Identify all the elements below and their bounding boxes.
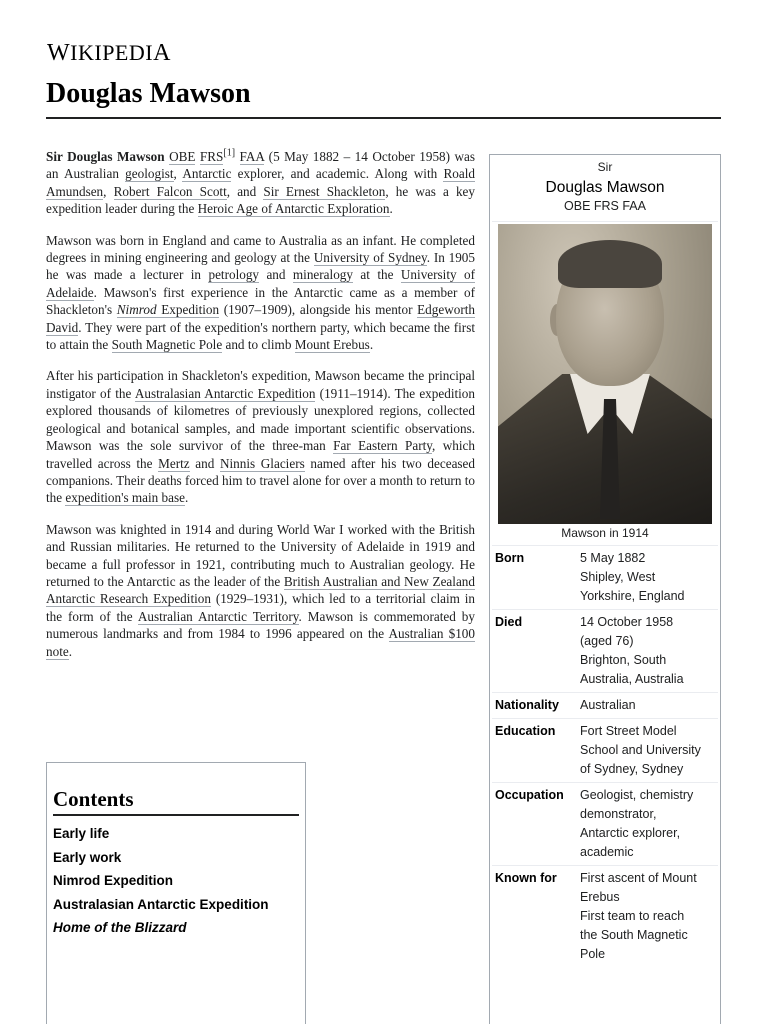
page-title: Douglas Mawson bbox=[46, 78, 251, 109]
link-frs[interactable]: FRS bbox=[199, 149, 224, 164]
link-mount-erebus[interactable]: Mount Erebus bbox=[294, 337, 370, 353]
link-university-of-adelaide[interactable]: University of Adelaide bbox=[46, 267, 475, 300]
photo-caption: Mawson in 1914 bbox=[561, 526, 649, 540]
photo-hair-shape bbox=[558, 240, 662, 288]
link-south-magnetic-pole[interactable]: South Magnetic Pole bbox=[111, 337, 223, 353]
infobox-postnominals: OBE FRS FAA bbox=[564, 199, 646, 213]
toc-item-nimrod-expedition[interactable]: Nimrod Expedition bbox=[53, 873, 174, 889]
subject-name: Sir Douglas Mawson bbox=[46, 149, 165, 164]
paragraph-aae: After his participation in Shackleton's expedition, Mawson became the principal instigator of the Australasian Antarctic Expedition (1911–1914). The expedition explored thousands of kilometres of previously unexplored regions, collected geological and botanical samples, and made important scientific observations. Mawson was the sole survivor of the three-man Far Eastern Party, which travelled across the Mertz and Ninnis Glaciers named after his two deceased companions. Their deaths forced him to travel alone for over a month to return to the expedition's main base. bbox=[46, 368, 475, 506]
paragraph-early: Mawson was born in England and came to Australia as an infant. He completed degrees in mining engineering and geology at the University of Sydney. In 1905 he was made a lecturer in petrology and mineralogy at the University of Adelaide. Mawson's first experience in the Antarctic came as a member of Shackleton's Nimrod Expedition (1907–1909), alongside his mentor Edgeworth David. They were part of the expedition's northern party, which became the first to attain the South Magnetic Pole and to climb Mount Erebus. bbox=[46, 232, 475, 353]
toc-item-early-work[interactable]: Early work bbox=[53, 849, 122, 865]
infobox-row-died bbox=[492, 609, 718, 692]
paragraph-intro: Sir Douglas Mawson OBE FRS[1] FAA (5 May 1882 – 14 October 1958) was an Australian geologist, Antarctic explorer, and academic. Along with Roald Amundsen, Robert Falcon Scott, and Sir Ernest Shackleton, he was a key expedition leader during the Heroic Age of Antarctic Exploration. bbox=[46, 147, 476, 217]
infobox-row-known-for bbox=[492, 865, 718, 967]
wikipedia-logo[interactable]: WIKIPEDIA bbox=[47, 40, 171, 66]
link-mineralogy[interactable]: mineralogy bbox=[292, 267, 353, 283]
infobox-rows bbox=[490, 545, 720, 967]
portrait-photo[interactable] bbox=[498, 224, 712, 524]
infobox-label: Born bbox=[495, 551, 525, 565]
link-banzare[interactable]: British Australian and New Zealand Antarctic Research Expedition bbox=[46, 573, 475, 607]
infobox-value: Fort Street Model School and University of Sydney, Sydney bbox=[580, 724, 701, 776]
infobox-value: First ascent of Mount Erebus First team to reach the South Magnetic Pole bbox=[580, 871, 697, 961]
link-petrology[interactable]: petrology bbox=[208, 267, 260, 283]
paragraph-later: Mawson was knighted in 1914 and during World War I worked with the British and Russian militaries. He returned to the University of Adelaide in 1919 and became a full professor in 1921, contributing much to Australian geology. He returned to the Antarctic as the leader of the British Australian and New Zealand Antarctic Research Expedition (1929–1931), which led to a territorial claim in the form of the Australian Antarctic Territory. Mawson is commemorated by numerous landmarks and from 1984 to 1996 appeared on the Australian $100 note. bbox=[46, 521, 475, 659]
link-main-base[interactable]: expedition's main base bbox=[65, 490, 185, 506]
toc-item-home-of-the-blizzard[interactable]: Home of the Blizzard bbox=[53, 920, 187, 936]
infobox-label: Known for bbox=[495, 871, 557, 885]
toc-item-early-life[interactable]: Early life bbox=[53, 826, 110, 841]
link-university-of-sydney[interactable]: University of Sydney bbox=[313, 250, 427, 266]
link-edgeworth-david[interactable]: Edgeworth David bbox=[46, 302, 475, 335]
link-obe[interactable]: OBE bbox=[169, 149, 196, 164]
link-ernest-shackleton[interactable]: Sir Ernest Shackleton bbox=[263, 183, 386, 199]
link-far-eastern-party[interactable]: Far Eastern Party bbox=[333, 438, 433, 454]
link-heroic-age[interactable]: Heroic Age of Antarctic Exploration bbox=[197, 201, 390, 217]
infobox-value: 14 October 1958 (aged 76) Brighton, South Australia, Australia bbox=[580, 615, 684, 686]
infobox-name: Douglas Mawson bbox=[545, 179, 665, 196]
infobox-label: Died bbox=[495, 615, 523, 629]
infobox-row-nationality bbox=[492, 692, 718, 718]
table-of-contents bbox=[46, 762, 306, 1024]
article-body bbox=[46, 148, 475, 674]
infobox-honorific: Sir bbox=[597, 160, 613, 174]
link-mertz[interactable]: Mertz bbox=[158, 455, 190, 471]
link-australian-antarctic-territory[interactable]: Australian Antarctic Territory bbox=[137, 608, 299, 624]
link-geologist[interactable]: geologist bbox=[125, 166, 174, 182]
toc-item-australasian-antarctic-expedition[interactable]: Australasian Antarctic Expedition bbox=[53, 896, 269, 912]
infobox-separator bbox=[492, 221, 718, 222]
link-ninnis-glaciers[interactable]: Ninnis Glaciers bbox=[219, 455, 305, 471]
infobox-value: Australian bbox=[580, 698, 636, 712]
infobox-row-education bbox=[492, 718, 718, 782]
link-faa[interactable]: FAA bbox=[239, 149, 265, 164]
infobox-label: Education bbox=[495, 724, 556, 738]
link-nimrod-expedition[interactable]: Nimrod Expedition bbox=[116, 302, 220, 318]
infobox-label: Occupation bbox=[495, 788, 564, 802]
link-100-note[interactable]: Australian $100 note bbox=[46, 626, 475, 659]
infobox-value: 5 May 1882 Shipley, West Yorkshire, England bbox=[580, 551, 685, 603]
infobox-label: Nationality bbox=[495, 698, 559, 712]
link-robert-falcon-scott[interactable]: Robert Falcon Scott bbox=[113, 183, 227, 199]
infobox bbox=[489, 154, 721, 1024]
link-roald-amundsen[interactable]: Roald Amundsen bbox=[46, 166, 475, 199]
infobox-row-born bbox=[492, 545, 718, 609]
link-australasian-antarctic-expedition[interactable]: Australasian Antarctic Expedition bbox=[134, 385, 316, 401]
toc-list bbox=[53, 822, 305, 940]
reference-1[interactable]: [1] bbox=[223, 147, 236, 159]
toc-title: Contents bbox=[53, 787, 299, 816]
link-antarctic[interactable]: Antarctic bbox=[182, 166, 232, 182]
infobox-value: Geologist, chemistry demonstrator, Antarctic explorer, academic bbox=[580, 788, 694, 859]
infobox-row-occupation bbox=[492, 782, 718, 865]
title-divider bbox=[46, 117, 721, 119]
